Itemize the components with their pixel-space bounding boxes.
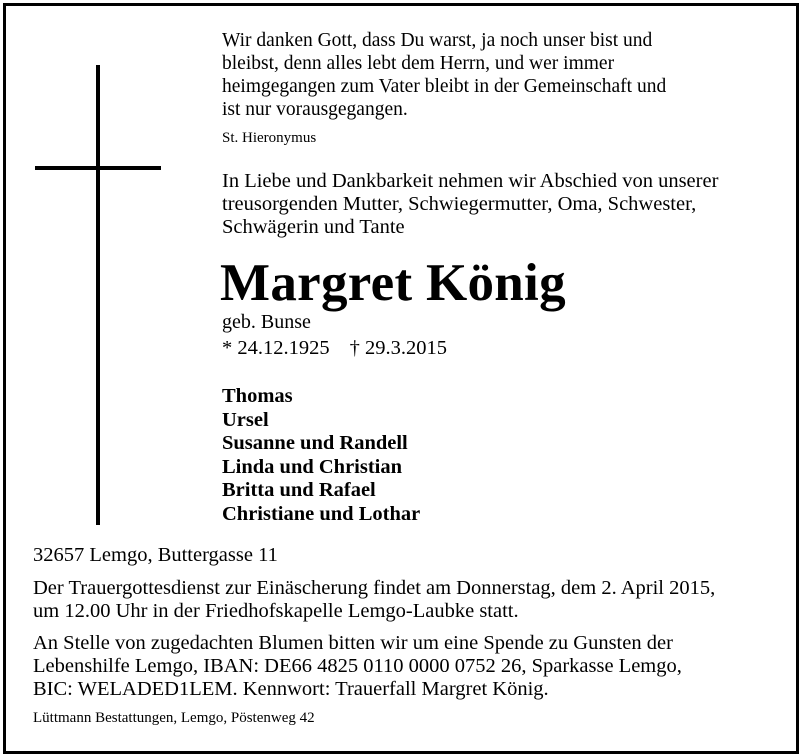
quote-line: Wir danken Gott, dass Du warst, ja noch unser bist und: [222, 30, 653, 51]
quote-line: heimgegangen zum Vater bleibt in der Gemeinschaft und: [222, 76, 667, 97]
service-info: [33, 577, 715, 623]
deceased-name: Margret König: [220, 254, 566, 312]
donation-info: [33, 632, 682, 701]
family-list: [222, 385, 420, 526]
donation-line: An Stelle von zugedachten Blumen bitten wir um eine Spende zu Gunsten der: [33, 632, 673, 654]
quote-author: St. Hieronymus: [222, 130, 317, 146]
maiden-name: geb. Bunse: [222, 311, 311, 333]
cross-horizontal-bar: [35, 166, 161, 170]
quote-line: ist nur vorausgegangen.: [222, 99, 408, 120]
family-member: Linda und Christian: [222, 455, 403, 478]
family-member: Susanne und Randell: [222, 432, 408, 454]
donation-line: Lebenshilfe Lemgo, IBAN: DE66 4825 0110 0000 0752 26, Sparkasse Lemgo,: [33, 655, 682, 677]
service-line: Der Trauergottesdienst zur Einäscherung findet am Donnerstag, dem 2. April 2015,: [33, 577, 716, 599]
intro-text: [222, 170, 718, 239]
intro-line: treusorgenden Mutter, Schwiegermutter, Oma, Schwester,: [222, 193, 697, 215]
intro-line: In Liebe und Dankbarkeit nehmen wir Abschied von unserer: [222, 170, 719, 192]
family-member: Christiane und Lothar: [222, 502, 421, 525]
family-member: Britta und Rafael: [222, 479, 376, 501]
undertaker-info: Lüttmann Bestattungen, Lemgo, Pöstenweg 42: [33, 710, 315, 726]
family-member: Thomas: [222, 385, 293, 407]
family-member: Ursel: [222, 408, 269, 431]
birth-date: * 24.12.1925: [222, 337, 330, 359]
mourning-address: 32657 Lemgo, Buttergasse 11: [33, 544, 278, 566]
donation-line: BIC: WELADED1LEM. Kennwort: Trauerfall Margret König.: [33, 678, 549, 700]
death-date: † 29.3.2015: [349, 337, 447, 359]
cross-vertical-bar: [96, 65, 100, 525]
life-dates: [222, 337, 447, 360]
intro-line: Schwägerin und Tante: [222, 216, 405, 238]
quote-line: bleibst, denn alles lebt dem Herrn, und wer immer: [222, 53, 615, 74]
quote-text: [222, 29, 666, 121]
service-line: um 12.00 Uhr in der Friedhofskapelle Lemgo-Laubke statt.: [33, 600, 519, 622]
